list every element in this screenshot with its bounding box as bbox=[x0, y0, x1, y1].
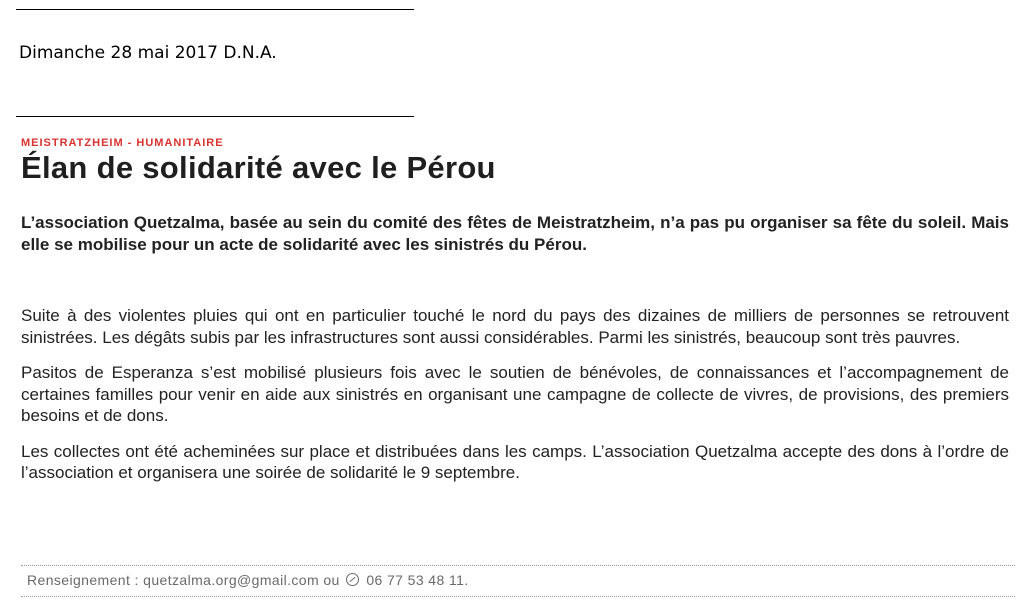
article-kicker: MEISTRATZHEIM - HUMANITAIRE bbox=[21, 137, 224, 149]
phone-icon bbox=[346, 573, 359, 586]
article-lead: L’association Quetzalma, basée au sein du comité des fêtes de Meistratzheim, n’a pas pu organiser sa fête du soleil. Mais elle se mobilise pour un acte de solidarité avec les sinistrés du Pérou. bbox=[21, 213, 1009, 254]
article-paragraph: Pasitos de Esperanza s’est mobilisé plusieurs fois avec le soutien de bénévoles, de connaissances et l’accompagnement de certaines familles pour venir en aide aux sinistrés en organisant une campagne de collecte de vivres, de provisions, des premiers besoins et de dons. bbox=[21, 363, 1009, 425]
top-separator-line bbox=[16, 9, 414, 10]
article-title: Élan de solidarité avec le Pérou bbox=[21, 150, 496, 185]
article-body bbox=[21, 305, 1009, 484]
info-bar bbox=[21, 565, 1015, 597]
dateline: Dimanche 28 mai 2017 D.N.A. bbox=[19, 43, 277, 63]
article bbox=[21, 137, 1009, 498]
info-prefix: Renseignement : quetzalma.org@gmail.com ou bbox=[27, 572, 340, 588]
article-paragraph: Suite à des violentes pluies qui ont en particulier touché le nord du pays des dizaines de milliers de personnes se retrouvent sinistrées. Les dégâts subis par les infrastructures sont aussi considérables. Parmi les sinistrés, beaucoup sont très pauvres. bbox=[21, 306, 1009, 347]
bottom-separator-line bbox=[16, 116, 414, 117]
article-paragraph: Les collectes ont été acheminées sur place et distribuées dans les camps. L’association Quetzalma accepte des dons à l’ordre de l’association et organisera une soirée de solidarité le 9 septembre. bbox=[21, 441, 1009, 482]
info-phone: 06 77 53 48 11. bbox=[366, 572, 469, 588]
